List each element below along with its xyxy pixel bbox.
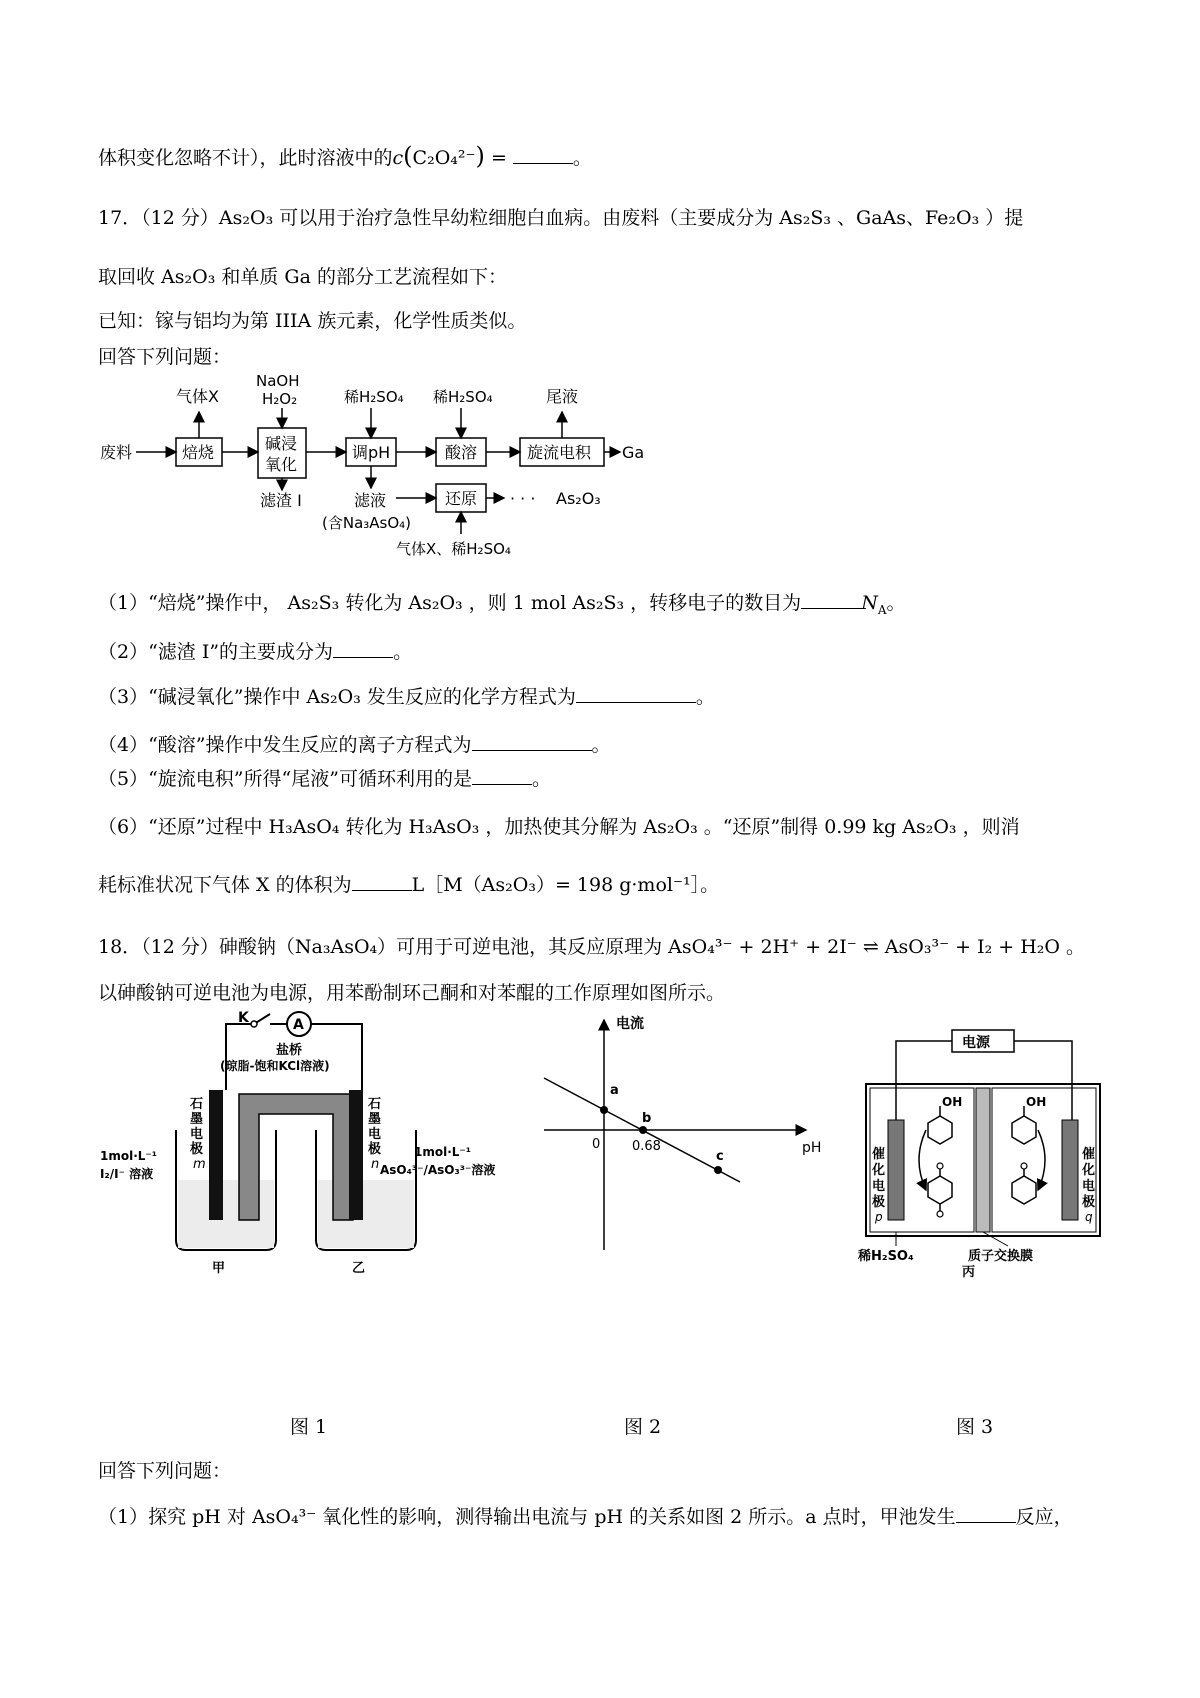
answer-blank: [576, 684, 696, 703]
right-electrode-char-4: 极: [368, 1142, 382, 1157]
q17-stem-line2: 取回收 As₂O₃ 和单质 Ga 的部分工艺流程如下：: [98, 266, 507, 288]
flow-as2o3: As₂O₃: [556, 489, 601, 508]
q17-sub3-end: 。: [695, 686, 715, 708]
figure-1-galvanic-cell: [96, 1010, 526, 1290]
p-char-2: 化: [872, 1163, 886, 1178]
left-electrode-char-3: 电: [190, 1127, 204, 1142]
left-electrode-char-2: 墨: [190, 1112, 204, 1127]
equals-sign: =: [484, 147, 513, 169]
q17-sub1: [98, 588, 906, 617]
q18-number: 18．（12 分）: [98, 936, 219, 958]
phenol-ring-left: [928, 1116, 952, 1144]
left-electrode-char-4: 极: [190, 1142, 204, 1157]
q-char-2: 化: [1082, 1163, 1096, 1178]
point-a: [600, 1106, 608, 1114]
proton-exchange-membrane: [976, 1088, 990, 1232]
salt-bridge: [239, 1094, 353, 1220]
q18-answer-intro: 回答下列问题：: [98, 1460, 232, 1482]
label-a: a: [610, 1083, 619, 1098]
figure-2-current-ph: [540, 1010, 830, 1260]
q17-stem-a: As₂O₃ 可以用于治疗急性早幼粒细胞白血病。由废料（主要成分为 As₂S₃ 、GaAs、Fe₂O₃ ）提: [218, 207, 1024, 229]
q17-sub5-end: 。: [531, 768, 551, 790]
q17-sub2-end: 。: [393, 641, 413, 663]
benzoquinone-ring: [928, 1176, 952, 1204]
q17-sub2: [98, 637, 412, 664]
electrode-q: [1062, 1120, 1078, 1220]
right-solution: AsO₄³⁻/AsO₃³⁻溶液: [380, 1163, 496, 1177]
right-electrode-char-1: 石: [368, 1097, 382, 1112]
q18-sub1: [98, 1502, 1073, 1529]
q18-stem-a: 砷酸钠（Na₃AsO₄）可用于可逆电池，其反应原理为 AsO₄³⁻ + 2H⁺ + 2I⁻ ⇌ AsO₃³⁻ + I₂ + H₂O 。: [218, 936, 1086, 958]
flow-reduce: 还原: [445, 489, 478, 508]
cell-yi: 乙: [352, 1261, 366, 1276]
q18-stem-line2: 以砷酸钠可逆电池为电源，用苯酚制环己酮和对苯醌的工作原理如图所示。: [98, 982, 726, 1004]
q16-tail-text: 体积变化忽略不计），此时溶液中的: [98, 147, 393, 169]
flow-dilute-2: 稀H₂SO₄: [433, 388, 493, 406]
flow-electro: 旋流电积: [527, 443, 592, 462]
right-electrode-char-2: 墨: [368, 1112, 382, 1127]
flow-reduce-input: 气体X、稀H₂SO₄: [396, 540, 511, 558]
flow-alkali-2: 氧化: [265, 455, 298, 474]
x-axis-label: pH: [802, 1140, 822, 1156]
cyclohexanone-ring: [1012, 1176, 1036, 1204]
q16-tail-end: 。: [572, 147, 592, 169]
flow-gas-x: 气体X: [176, 387, 219, 406]
flow-dilute-1: 稀H₂SO₄: [344, 388, 404, 406]
answer-blank: [956, 1504, 1016, 1523]
caption-fig2: 图 2: [624, 1416, 662, 1438]
q17-sub4-end: 。: [591, 734, 611, 756]
q17-sub6-end: L［M（As₂O₃）= 198 g·mol⁻¹］。: [411, 874, 720, 896]
flow-acid: 酸溶: [445, 443, 478, 462]
caption-fig3: 图 3: [956, 1416, 994, 1438]
q-char-1: 催: [1082, 1147, 1096, 1162]
q18-stem-line1: [98, 932, 1085, 959]
phenol-ring-right: [1012, 1116, 1036, 1144]
q17-sub1-text: （1）“焙烧”操作中， As₂S₃ 转化为 As₂O₃ ，则 1 mol As₂S₃ ，转移电子的数目为: [98, 592, 802, 614]
salt-bridge-label: 盐桥: [276, 1043, 303, 1058]
flow-ga: Ga: [622, 443, 645, 462]
label-b: b: [642, 1111, 652, 1126]
label-c: c: [716, 1149, 724, 1164]
left-solution: I₂/I⁻ 溶液: [100, 1167, 154, 1181]
paren: ): [475, 142, 485, 170]
p-char-3: 电: [872, 1179, 886, 1194]
answer-blank: [333, 639, 393, 658]
q-char-5: q: [1085, 1210, 1093, 1224]
membrane-label: 质子交换膜: [968, 1249, 1034, 1264]
q17-sub2-text: （2）“滤渣 I”的主要成分为: [98, 641, 334, 663]
q-char-4: 极: [1082, 1195, 1096, 1210]
electrode-n: [349, 1090, 363, 1220]
q17-sub1-end: 。: [886, 592, 906, 614]
p-char-5: p: [875, 1210, 883, 1224]
flow-naoh: NaOH: [256, 372, 300, 390]
flow-raw: 废料: [100, 443, 133, 462]
paren: (: [403, 142, 413, 170]
answer-blank: [472, 766, 532, 785]
process-flowchart: [100, 368, 720, 560]
left-electrode-char-1: 石: [190, 1097, 204, 1112]
point-b: [639, 1126, 647, 1134]
q17-sub4-text: （4）“酸溶”操作中发生反应的离子方程式为: [98, 734, 472, 756]
label-b-ph: 0.68: [632, 1139, 661, 1154]
salt-bridge-note: (琼脂-饱和KCl溶液): [220, 1059, 330, 1073]
right-electrode-char-3: 电: [368, 1127, 382, 1142]
flow-roast: 焙烧: [182, 443, 215, 462]
p-char-4: 极: [872, 1195, 886, 1210]
right-conc: 1mol·L⁻¹: [414, 1145, 472, 1159]
q17-stem-line1: [98, 203, 1023, 230]
left-conc: 1mol·L⁻¹: [100, 1149, 158, 1163]
q17-sub6-line2: [98, 870, 719, 897]
left-chamber: [870, 1088, 974, 1232]
electrode-m: [209, 1090, 223, 1220]
p-char-1: 催: [872, 1147, 886, 1162]
oh-left: OH: [942, 1095, 963, 1109]
q17-sub3: [98, 682, 715, 709]
caption-fig1: 图 1: [290, 1416, 328, 1438]
flow-filtrate: 滤液: [354, 491, 387, 510]
flow-filtrate-note: (含Na₃AsO₄): [322, 514, 412, 532]
q-char-3: 电: [1082, 1179, 1096, 1194]
point-c: [714, 1166, 722, 1174]
right-chamber: [992, 1088, 1096, 1232]
origin-label: 0: [592, 1137, 601, 1152]
oxalate-species: C₂O₄²⁻: [412, 147, 476, 169]
q17-sub4: [98, 730, 611, 757]
switch-k: K: [238, 1010, 249, 1026]
answer-blank: [472, 732, 592, 751]
ammeter-label: A: [293, 1017, 304, 1033]
q18-sub1-end: 反应，: [1015, 1506, 1073, 1528]
y-axis-label: 电流: [616, 1016, 644, 1032]
flow-alkali-1: 碱浸: [265, 434, 298, 453]
flow-tail: 尾液: [546, 387, 579, 406]
left-electrode-char-5: m: [193, 1157, 206, 1172]
acid-label: 稀H₂SO₄: [858, 1249, 914, 1264]
figure-3-electrolytic-cell: [858, 1010, 1108, 1280]
q17-sub5: [98, 764, 551, 791]
cell-jia: 甲: [212, 1261, 226, 1276]
q17-number: 17．（12 分）: [98, 207, 219, 229]
flow-dots: · · ·: [510, 489, 536, 508]
q17-sub3-text: （3）“碱浸氧化”操作中 As₂O₃ 发生反应的化学方程式为: [98, 686, 576, 708]
q17-answer-intro: 回答下列问题：: [98, 346, 232, 368]
right-electrode-char-5: n: [371, 1157, 380, 1172]
cell-bing: 丙: [962, 1265, 976, 1280]
q17-sub6-text: 耗标准状况下气体 X 的体积为: [98, 874, 352, 896]
q16-tail-line: [98, 142, 592, 170]
avogadro-subscript: A: [877, 602, 887, 617]
answer-blank: [801, 590, 861, 609]
answer-blank: [513, 145, 573, 164]
c-symbol: c: [392, 147, 404, 169]
flow-residue: 滤渣 I: [260, 491, 302, 510]
avogadro-symbol: N: [861, 592, 878, 614]
q18-sub1-text: （1）探究 pH 对 AsO₄³⁻ 氧化性的影响，测得输出电流与 pH 的关系如图 2 所示。a 点时，甲池发生: [98, 1506, 956, 1528]
answer-blank: [352, 872, 412, 891]
oh-right: OH: [1026, 1095, 1047, 1109]
power-label: 电源: [962, 1035, 990, 1051]
q17-sub5-text: （5）“旋流电积”所得“尾液”可循环利用的是: [98, 768, 472, 790]
q17-known: 已知：镓与铝均为第 IIIA 族元素，化学性质类似。: [98, 310, 527, 332]
flow-adjust: 调pH: [352, 443, 391, 462]
flow-h2o2: H₂O₂: [262, 390, 298, 408]
electrode-p: [888, 1120, 904, 1220]
q17-sub6-line1: （6）“还原”过程中 H₃AsO₄ 转化为 H₃AsO₃ ，加热使其分解为 As₂O₃ 。“还原”制得 0.99 kg As₂O₃ ，则消: [98, 816, 1020, 838]
